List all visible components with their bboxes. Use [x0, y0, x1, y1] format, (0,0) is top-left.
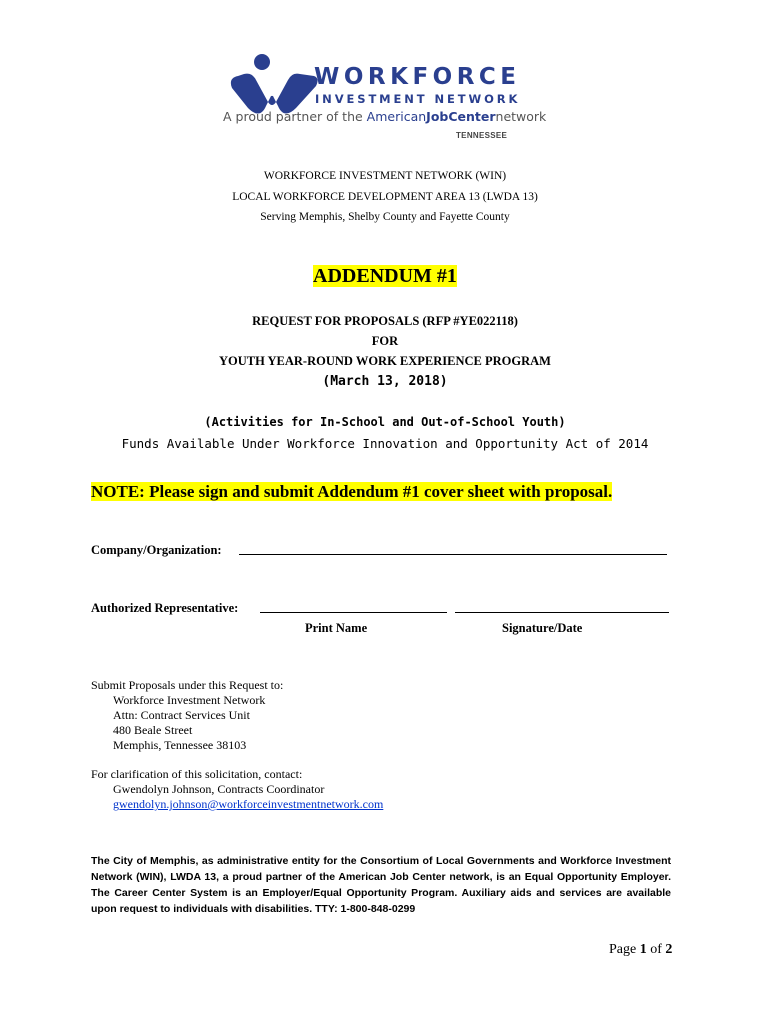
tagline-suffix: network: [495, 109, 547, 124]
area-name: LOCAL WORKFORCE DEVELOPMENT AREA 13 (LWDA 13): [232, 191, 538, 203]
contact-name: Gwendolyn Johnson, Contracts Coordinator: [113, 782, 325, 796]
page-of: of: [650, 942, 662, 957]
company-label: Company/Organization:: [91, 543, 222, 557]
addendum-title: [0, 265, 770, 288]
rfp-number: REQUEST FOR PROPOSALS (RFP #YE022118): [252, 314, 518, 328]
tagline-prefix: A proud partner of the: [223, 109, 367, 124]
logo-state: TENNESSEE: [456, 131, 508, 140]
org-name: WORKFORCE INVESTMENT NETWORK (WIN): [263, 170, 507, 182]
addendum-title-text: ADDENDUM #1: [313, 265, 457, 287]
contact-email-link[interactable]: gwendolyn.johnson@workforceinvestmentnetwork.com: [113, 797, 384, 811]
activities: (Activities for In-School and Out-of-School Youth): [204, 415, 566, 429]
logo-title: WORKFORCE: [314, 64, 521, 90]
tagline-jobcenter: JobCenter: [426, 109, 496, 124]
page-number: [609, 942, 672, 958]
auth-rep-label: Authorized Representative:: [91, 601, 239, 615]
funds-available: Funds Available Under Workforce Innovation and Opportunity Act of 2014: [121, 436, 649, 451]
service-area: Serving Memphis, Shelby County and Fayette County: [260, 211, 510, 223]
submit-intro: Submit Proposals under this Request to:: [91, 678, 284, 692]
rfp-for: FOR: [371, 334, 399, 348]
note-instruction: [91, 482, 612, 502]
submit-line: Attn: Contract Services Unit: [113, 708, 250, 722]
submit-block: [91, 678, 283, 753]
submit-line: Memphis, Tennessee 38103: [113, 738, 247, 752]
submit-line: 480 Beale Street: [113, 723, 193, 737]
rfp-program: YOUTH YEAR-ROUND WORK EXPERIENCE PROGRAM: [219, 354, 551, 368]
print-name-label: Print Name: [305, 621, 368, 635]
clarification-block: [91, 767, 383, 812]
note-text: NOTE: Please sign and submit Addendum #1 cover sheet with proposal.: [91, 482, 613, 501]
rfp-date: (March 13, 2018): [322, 374, 448, 389]
tagline-american: American: [366, 109, 427, 124]
signature-date-field[interactable]: [455, 612, 669, 613]
clarification-intro: For clarification of this solicitation, contact:: [91, 767, 303, 781]
signature-date-label: Signature/Date: [502, 621, 583, 635]
submit-line: Workforce Investment Network: [113, 693, 266, 707]
page-current: 1: [639, 942, 647, 957]
print-name-field[interactable]: [260, 612, 447, 613]
company-field[interactable]: [239, 554, 667, 555]
page-total: 2: [665, 942, 673, 957]
eeo-statement: The City of Memphis, as administrative entity for the Consortium of Local Governments and Workforce Investment Network (WIN), LWDA 13, a proud partner of the American Job Center network, is an Equal Opportunity Employer. The Career Center System is an Employer/Equal Opportunity Program. Auxiliary aids and services are available upon request to individuals with disabilities. TTY: 1-800-848-0299: [91, 855, 671, 915]
logo-subtitle: INVESTMENT NETWORK: [315, 92, 521, 106]
page-word: Page: [609, 942, 637, 957]
logo-tagline: [223, 109, 546, 124]
